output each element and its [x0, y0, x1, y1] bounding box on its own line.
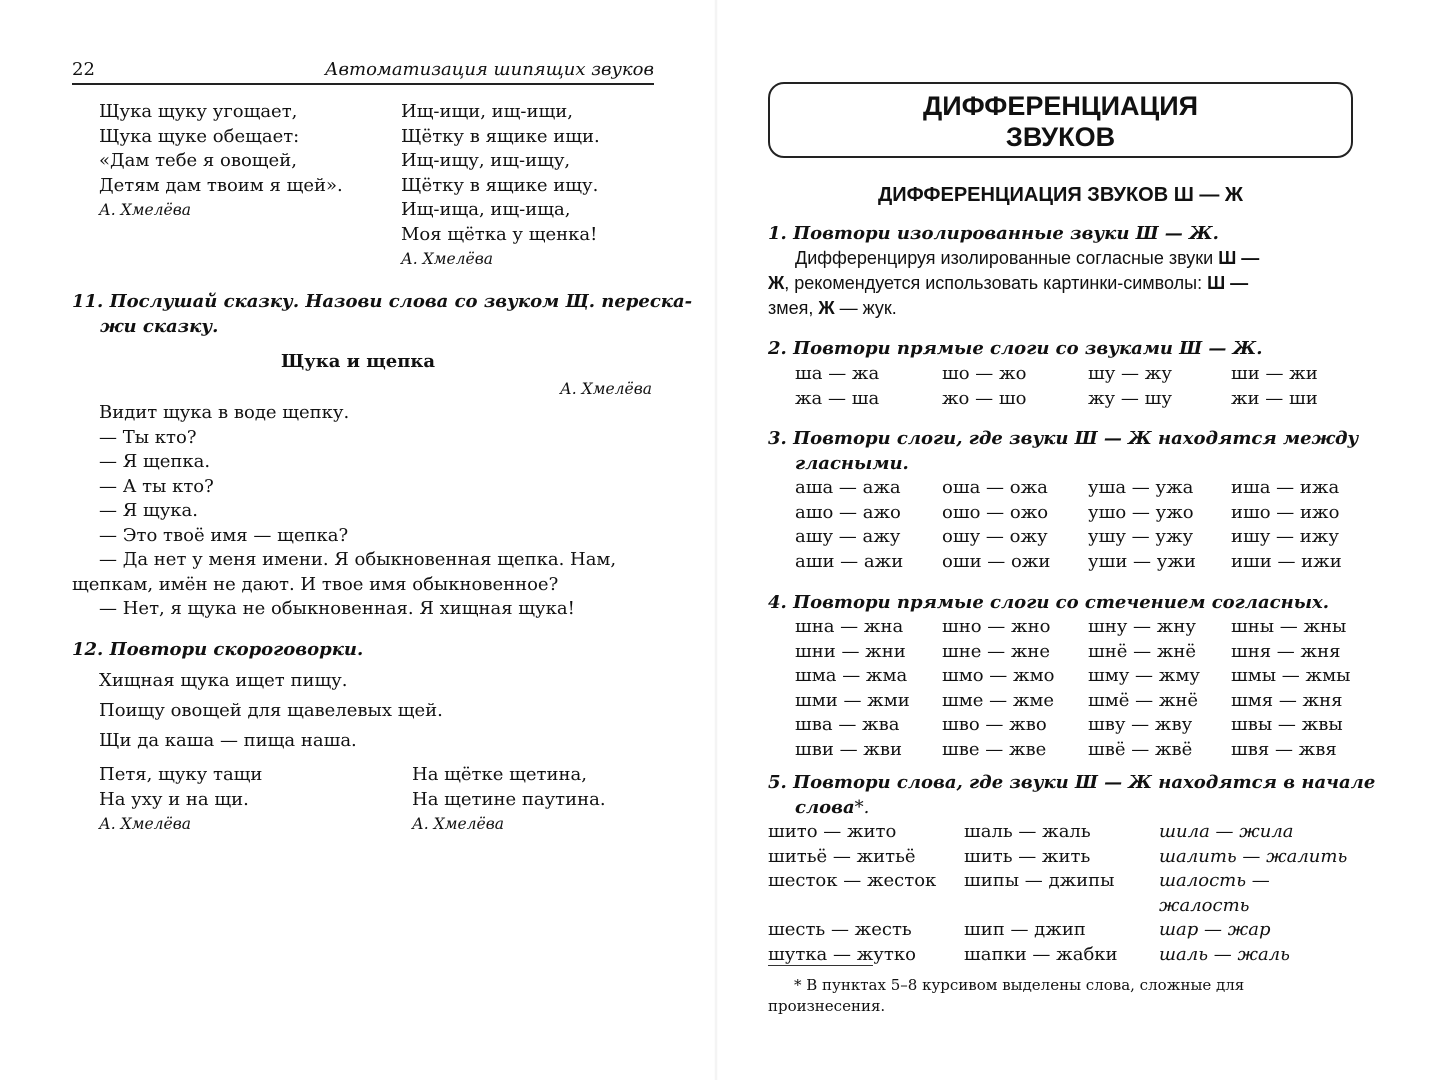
- header-rule: [72, 83, 654, 85]
- task-3-syllable-grid: [795, 476, 1361, 574]
- task-text: Повтори изолированные звуки Ш — Ж.: [793, 223, 1219, 244]
- paragraph-bold: Ш —: [1218, 248, 1260, 268]
- poem-line: На уху и на щи.: [99, 788, 249, 810]
- book-gutter: [714, 0, 718, 1080]
- task-text: Повтори прямые слоги со звуками Ш — Ж.: [793, 338, 1263, 359]
- syllable-pair: ишу — ижу: [1231, 526, 1339, 548]
- poem-b: [412, 763, 606, 836]
- word-pair: шесток — жесток: [768, 870, 937, 892]
- paragraph-text: , рекомендуется использовать картинки-символы:: [784, 273, 1208, 293]
- tongue-twister: Хищная щука ищет пищу.: [99, 670, 348, 691]
- task-1-paragraph-line: [795, 248, 1259, 269]
- word-pair: шипы — джипы: [964, 870, 1115, 892]
- task-text: Повтори скороговорки.: [109, 639, 364, 660]
- poem-line: Ищ-ищу, ищ-ищу,: [401, 150, 571, 171]
- word-pair: шесть — жесть: [768, 919, 912, 941]
- poem-line: На щетине паутина.: [412, 788, 606, 810]
- page-number: 22: [72, 59, 95, 80]
- story-line: щепкам, имён не дают. И твое имя обыкновенное?: [72, 573, 559, 595]
- tongue-twister: Поищу овощей для щавелевых щей.: [99, 700, 443, 721]
- story-line: — Я щепка.: [99, 451, 211, 472]
- syllable-pair: шмы — жмы: [1231, 665, 1351, 687]
- task-2-syllable-grid: [795, 362, 1351, 411]
- syllable-pair: шме — жме: [942, 689, 1055, 711]
- task-5-word-grid: [768, 820, 1359, 968]
- task-1-paragraph-line: [768, 273, 1248, 294]
- poem-line: Петя, щуку тащи: [99, 764, 263, 785]
- task-4-heading: [768, 591, 1329, 616]
- task-3-heading-cont: гласными.: [795, 453, 909, 474]
- task-11-heading: [72, 290, 692, 315]
- syllable-pair: швя — жвя: [1231, 738, 1337, 760]
- task-number: 3.: [768, 428, 787, 449]
- task-number: 1.: [768, 223, 787, 244]
- story-line: — Я щука.: [99, 500, 199, 521]
- poem1-col2: [401, 100, 600, 271]
- poem-line: Моя щётка у щенка!: [401, 223, 598, 245]
- syllable-pair: ши — жи: [1231, 363, 1318, 384]
- chapter-title-line: ДИФФЕРЕНЦИАЦИЯ: [922, 91, 1199, 121]
- paragraph-bold: Ж: [818, 298, 835, 318]
- task-11-heading-cont: жи сказку.: [100, 316, 219, 337]
- paragraph-text: — жук.: [834, 298, 897, 318]
- word-pair: шито — жито: [768, 821, 897, 842]
- syllable-pair: оша — ожа: [942, 477, 1048, 498]
- task-4-syllable-grid: [795, 615, 1361, 763]
- footnote: * В пунктах 5–8 курсивом выделены слова, сложные для произнесения.: [768, 976, 1245, 1015]
- syllable-pair: ошу — ожу: [942, 526, 1048, 548]
- story-author: А. Хмелёва: [560, 380, 652, 398]
- task-1-heading: [768, 222, 1219, 247]
- task-text: Повтори прямые слоги со стечением согласных.: [793, 592, 1330, 613]
- syllable-pair: жи — ши: [1231, 387, 1318, 409]
- word-pair: шутка — жутко: [768, 943, 916, 965]
- syllable-pair: шну — жну: [1088, 616, 1196, 637]
- syllable-pair: шны — жны: [1231, 616, 1347, 637]
- story-line: — Да нет у меня имени. Я обыкновенная щепка. Нам,: [99, 549, 617, 570]
- story-line: — Нет, я щука не обыкновенная. Я хищная щука!: [99, 598, 575, 619]
- word-pair-difficult: шалить — жалить: [1159, 845, 1348, 867]
- poem-line: Щётку в ящике ищу.: [401, 174, 599, 196]
- syllable-pair: ошо — ожо: [942, 501, 1049, 523]
- chapter-title-line: ЗВУКОВ: [1005, 122, 1116, 152]
- syllable-pair: уша — ужа: [1088, 477, 1194, 498]
- poem-line: «Дам тебе я овощей,: [99, 150, 297, 171]
- syllable-pair: шмё — жнё: [1088, 689, 1199, 711]
- task-number: 12.: [72, 639, 104, 660]
- syllable-pair: шми — жми: [795, 689, 910, 711]
- syllable-pair: швё — жвё: [1088, 738, 1193, 760]
- story-line: — Это твоё имя — щепка?: [99, 524, 349, 546]
- syllable-pair: шма — жма: [795, 665, 908, 687]
- task-text: Повтори слоги, где звуки Ш — Ж находятся между: [793, 428, 1359, 449]
- syllable-pair: шна — жна: [795, 616, 904, 637]
- syllable-pair: ашу — ажу: [795, 526, 901, 548]
- poem-line: Щука щуке обещает:: [99, 125, 300, 147]
- task-5-heading: [768, 771, 1375, 796]
- poem-author: А. Хмелёва: [412, 815, 504, 833]
- story-line: Видит щука в воде щепку.: [99, 402, 350, 423]
- syllable-pair: шо — жо: [942, 363, 1027, 384]
- section-title: ДИФФЕРЕНЦИАЦИЯ ЗВУКОВ Ш — Ж: [877, 184, 1243, 206]
- poem-a: [99, 763, 262, 836]
- paragraph-bold: Ш —: [1207, 273, 1249, 293]
- syllable-pair: ша — жа: [795, 363, 880, 384]
- syllable-pair: шно — жно: [942, 616, 1051, 637]
- syllable-pair: жа — ша: [795, 387, 880, 409]
- paragraph-bold: Ж: [768, 273, 785, 293]
- poem-line: На щётке щетина,: [412, 764, 587, 785]
- syllable-pair: аша — ажа: [795, 477, 901, 498]
- story-line: — Ты кто?: [99, 426, 197, 448]
- syllable-pair: шмя — жня: [1231, 689, 1343, 711]
- left-page: [0, 0, 716, 1080]
- word-pair-difficult: шила — жила: [1159, 821, 1294, 842]
- poem-line: Ищ-ища, ищ-ища,: [401, 199, 571, 220]
- syllable-pair: шня — жня: [1231, 640, 1341, 662]
- tongue-twister: Щи да каша — пища наша.: [99, 730, 357, 751]
- footnote-marker: *.: [854, 797, 870, 818]
- poem-line: Щётку в ящике ищи.: [401, 125, 600, 147]
- word-pair: шить — жить: [964, 845, 1091, 867]
- poem-line: Ищ-ищи, ищ-ищи,: [401, 101, 573, 122]
- syllable-pair: шва — жва: [795, 714, 900, 736]
- task-number: 11.: [72, 291, 104, 312]
- syllable-pair: аши — ажи: [795, 550, 904, 572]
- poem-author: А. Хмелёва: [99, 815, 191, 833]
- story-line: — А ты кто?: [99, 475, 214, 497]
- word-pair: шип — джип: [964, 919, 1086, 941]
- word-pair-difficult: шаль — жаль: [1159, 943, 1290, 965]
- syllable-pair: шу — жу: [1088, 363, 1172, 384]
- syllable-pair: жо — шо: [942, 387, 1027, 409]
- syllable-pair: иша — ижа: [1231, 477, 1340, 498]
- task-text: слова: [795, 797, 855, 818]
- syllable-pair: шву — жву: [1088, 714, 1193, 736]
- task-2-heading: [768, 337, 1263, 362]
- word-pair: шитьё — житьё: [768, 845, 916, 867]
- syllable-pair: ишо — ижо: [1231, 501, 1340, 523]
- poem-line: Детям дам твоим я щей».: [99, 174, 343, 196]
- task-3-heading: [768, 427, 1358, 452]
- word-pair-difficult: шар — жар: [1159, 919, 1271, 941]
- story-body: [72, 401, 616, 622]
- poem-line: Щука щуку угощает,: [99, 101, 298, 122]
- syllable-pair: шмо — жмо: [942, 665, 1055, 687]
- syllable-pair: шви — жви: [795, 738, 902, 760]
- task-5-heading-cont: [795, 796, 869, 821]
- task-number: 5.: [768, 772, 787, 793]
- syllable-pair: ашо — ажо: [795, 501, 901, 523]
- syllable-pair: шне — жне: [942, 640, 1051, 662]
- poem1-col1: [99, 100, 343, 222]
- syllable-pair: шнё — жнё: [1088, 640, 1197, 662]
- syllable-pair: шни — жни: [795, 640, 906, 662]
- story-title: Щука и щепка: [280, 351, 436, 372]
- task-number: 4.: [768, 592, 787, 613]
- syllable-pair: иши — ижи: [1231, 550, 1342, 572]
- running-head: Автоматизация шипящих звуков: [324, 59, 654, 80]
- syllable-pair: швы — жвы: [1231, 714, 1343, 736]
- paragraph-text: Дифференцируя изолированные согласные звуки: [795, 248, 1219, 268]
- chapter-title-box: [768, 82, 1353, 158]
- task-text: Повтори слова, где звуки Ш — Ж находятся в начале: [793, 772, 1376, 793]
- task-1-paragraph-line: [768, 298, 897, 319]
- paragraph-text: змея,: [768, 298, 819, 318]
- syllable-pair: шве — жве: [942, 738, 1047, 760]
- syllable-pair: ушо — ужо: [1088, 501, 1194, 523]
- task-number: 2.: [768, 338, 787, 359]
- syllable-pair: уши — ужи: [1088, 550, 1196, 572]
- poem-author: А. Хмелёва: [401, 250, 493, 268]
- task-text: Послушай сказку. Назови слова со звуком Щ. переска-: [109, 291, 693, 312]
- syllable-pair: жу — шу: [1088, 387, 1172, 409]
- word-pair-difficult: шалость — жалость: [1159, 870, 1270, 916]
- footnote-rule: [768, 965, 873, 966]
- poem-author: А. Хмелёва: [99, 201, 191, 219]
- syllable-pair: шво — жво: [942, 714, 1047, 736]
- syllable-pair: шму — жму: [1088, 665, 1200, 687]
- task-12-heading: [72, 638, 363, 663]
- syllable-pair: ушу — ужу: [1088, 526, 1194, 548]
- word-pair: шапки — жабки: [964, 943, 1118, 965]
- syllable-pair: оши — ожи: [942, 550, 1051, 572]
- word-pair: шаль — жаль: [964, 821, 1091, 842]
